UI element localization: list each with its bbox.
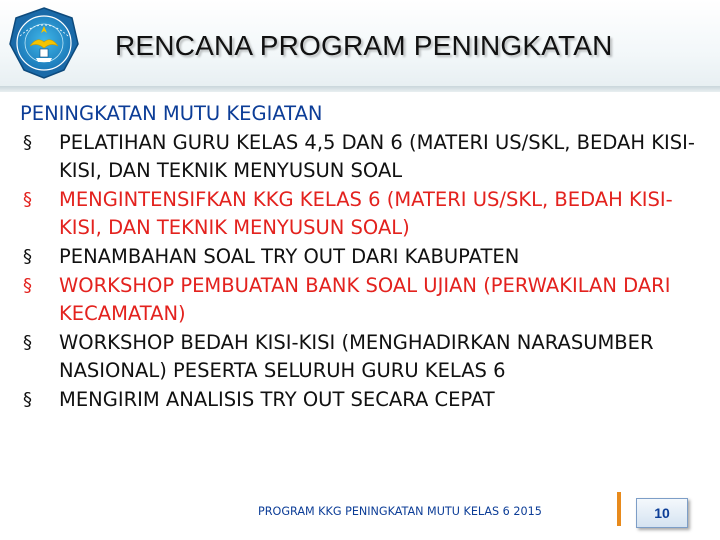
- list-item-text: MENGINTENSIFKAN KKG KELAS 6 (MATERI US/SKL, BEDAH KISI-KISI, DAN TEKNIK MENYUSUN SOAL): [59, 187, 673, 240]
- section-heading: PENINGKATAN MUTU KEGIATAN: [20, 102, 323, 125]
- list-item: [20, 386, 700, 415]
- slide-body: [20, 100, 700, 415]
- bullet-list: [20, 129, 700, 415]
- list-item: [20, 272, 700, 329]
- list-item-text: WORKSHOP PEMBUATAN BANK SOAL UJIAN (PERWAKILAN DARI KECAMATAN): [59, 273, 671, 326]
- tut-wuri-handayani-logo: [6, 6, 82, 80]
- header-divider: [0, 86, 720, 92]
- list-item-text: MENGIRIM ANALISIS TRY OUT SECARA CEPAT: [59, 387, 495, 411]
- list-item: [20, 243, 700, 272]
- list-item-text: PENAMBAHAN SOAL TRY OUT DARI KABUPATEN: [59, 244, 520, 268]
- bullet-icon: §: [23, 188, 32, 210]
- bullet-icon: §: [23, 388, 32, 410]
- list-item-text: WORKSHOP BEDAH KISI-KISI (MENGHADIRKAN NARASUMBER NASIONAL) PESERTA SELURUH GURU KELAS 6: [59, 330, 654, 383]
- list-item: [20, 329, 700, 386]
- bullet-icon: §: [23, 245, 32, 267]
- slide-header: [0, 0, 720, 92]
- bullet-icon: §: [23, 131, 32, 153]
- page-number-badge: 10: [636, 498, 688, 528]
- bullet-icon: §: [23, 274, 32, 296]
- list-item: [20, 186, 700, 243]
- list-item: [20, 129, 700, 186]
- list-item-text: PELATIHAN GURU KELAS 4,5 DAN 6 (MATERI US/SKL, BEDAH KISI-KISI, DAN TEKNIK MENYUSUN SOAL: [59, 130, 695, 183]
- footer-accent-bar: [617, 492, 621, 526]
- bullet-icon: §: [23, 331, 32, 353]
- footer-caption: PROGRAM KKG PENINGKATAN MUTU KELAS 6 2015: [258, 505, 542, 518]
- slide-title: RENCANA PROGRAM PENINGKATAN: [115, 30, 613, 61]
